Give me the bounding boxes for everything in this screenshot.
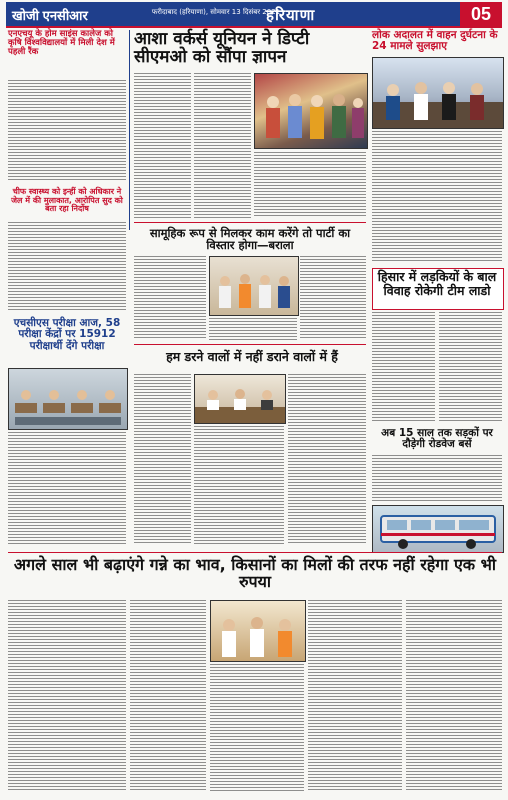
roadways-bus-photo bbox=[373, 506, 503, 552]
party-body-col3 bbox=[209, 318, 297, 340]
hisar-body-col1 bbox=[372, 312, 435, 422]
bullet-photo bbox=[194, 374, 286, 424]
sugarcane-body-col1 bbox=[8, 600, 126, 792]
sugarcane-rule bbox=[8, 552, 502, 553]
party-body-col2 bbox=[300, 256, 366, 340]
bullet-body-col3 bbox=[288, 374, 366, 544]
asha-body-col2 bbox=[194, 73, 251, 218]
party-photo bbox=[209, 256, 299, 316]
sugarcane-body-col5 bbox=[406, 600, 502, 792]
asha-body-col3 bbox=[254, 152, 366, 218]
asha-body-col1 bbox=[134, 73, 191, 218]
college-headline: एनएचयू के होम साइंस कालेज को कृषि विश्वविद्यालयों में मिली देश में पहली रैंक bbox=[8, 29, 115, 58]
section-title: हरियाणा bbox=[266, 6, 316, 24]
asha-photo-group bbox=[254, 73, 368, 149]
party-rule bbox=[134, 222, 366, 223]
page-number: 05 bbox=[460, 2, 502, 26]
court-body bbox=[372, 131, 502, 261]
bus-photo bbox=[372, 505, 504, 553]
court-headline: लोक अदालत में वाहन दुर्घटना के 24 मामले सुलझाए bbox=[372, 29, 498, 53]
quote-headline: चीफ स्वास्थ्य को इन्हीं को अधिकार ने जेल में की मुलाकात, आरोपित सुद को बता रहा निर्दोष bbox=[11, 187, 123, 214]
sugarcane-body-col4 bbox=[308, 600, 402, 792]
column-divider bbox=[129, 30, 130, 230]
exam-hall-photo bbox=[9, 369, 127, 429]
press-meet-photo bbox=[195, 375, 285, 423]
newspaper-logo: खोजी एनसीआर bbox=[12, 8, 88, 23]
exam-photo bbox=[8, 368, 128, 430]
sugarcane-body-col2 bbox=[130, 600, 206, 792]
sugarcane-body-col3 bbox=[210, 664, 304, 792]
bullet-body-col2 bbox=[194, 426, 284, 544]
quote-body bbox=[8, 222, 126, 312]
cm-meeting-photo bbox=[211, 601, 305, 661]
masthead bbox=[6, 2, 502, 28]
hisar-headline: हिसार में लड़कियों के बाल विवाह रोकेगी टीम लाडो bbox=[377, 269, 497, 298]
court-photo bbox=[372, 57, 504, 129]
college-body bbox=[8, 80, 126, 180]
bullet-body-col1 bbox=[134, 374, 191, 544]
people-photo bbox=[255, 74, 367, 148]
hcs-headline: एचसीएस परीक्षा आज, 58 परीक्षा केंद्रों पर 15912 परीक्षार्थी देंगे परीक्षा bbox=[13, 317, 121, 352]
hisar-body-col2 bbox=[439, 312, 502, 422]
sugarcane-photo bbox=[210, 600, 306, 662]
bullet-headline: हम डरने वालों में नहीं डराने वालों में हैं bbox=[166, 349, 338, 364]
dateline: फरीदाबाद (हरियाणा), सोमवार 13 दिसंबर 2021 bbox=[151, 8, 281, 16]
meeting-photo bbox=[210, 257, 298, 315]
buses-body bbox=[372, 455, 502, 501]
court-photo-image bbox=[373, 58, 503, 128]
bullet-rule bbox=[134, 344, 366, 345]
hcs-body bbox=[8, 432, 126, 544]
buses-headline: अब 15 साल तक सड़कों पर दौड़ेगी रोडवेज बसें bbox=[381, 427, 493, 451]
party-headline: सामूहिक रूप से मिलकर काम करेंगे तो पार्टी का विस्तार होगा—बराला bbox=[149, 226, 351, 253]
party-body-col1 bbox=[134, 256, 206, 340]
sugarcane-headline: अगले साल भी बढ़ाएंगे गन्ने का भाव, किसानों का मिलों की तरफ नहीं रहेगा एक भी रुपया bbox=[13, 555, 497, 592]
asha-headline: आशा वर्कर्स यूनियन ने डिप्टी सीएमओ को सौंपा ज्ञापन bbox=[134, 29, 310, 68]
